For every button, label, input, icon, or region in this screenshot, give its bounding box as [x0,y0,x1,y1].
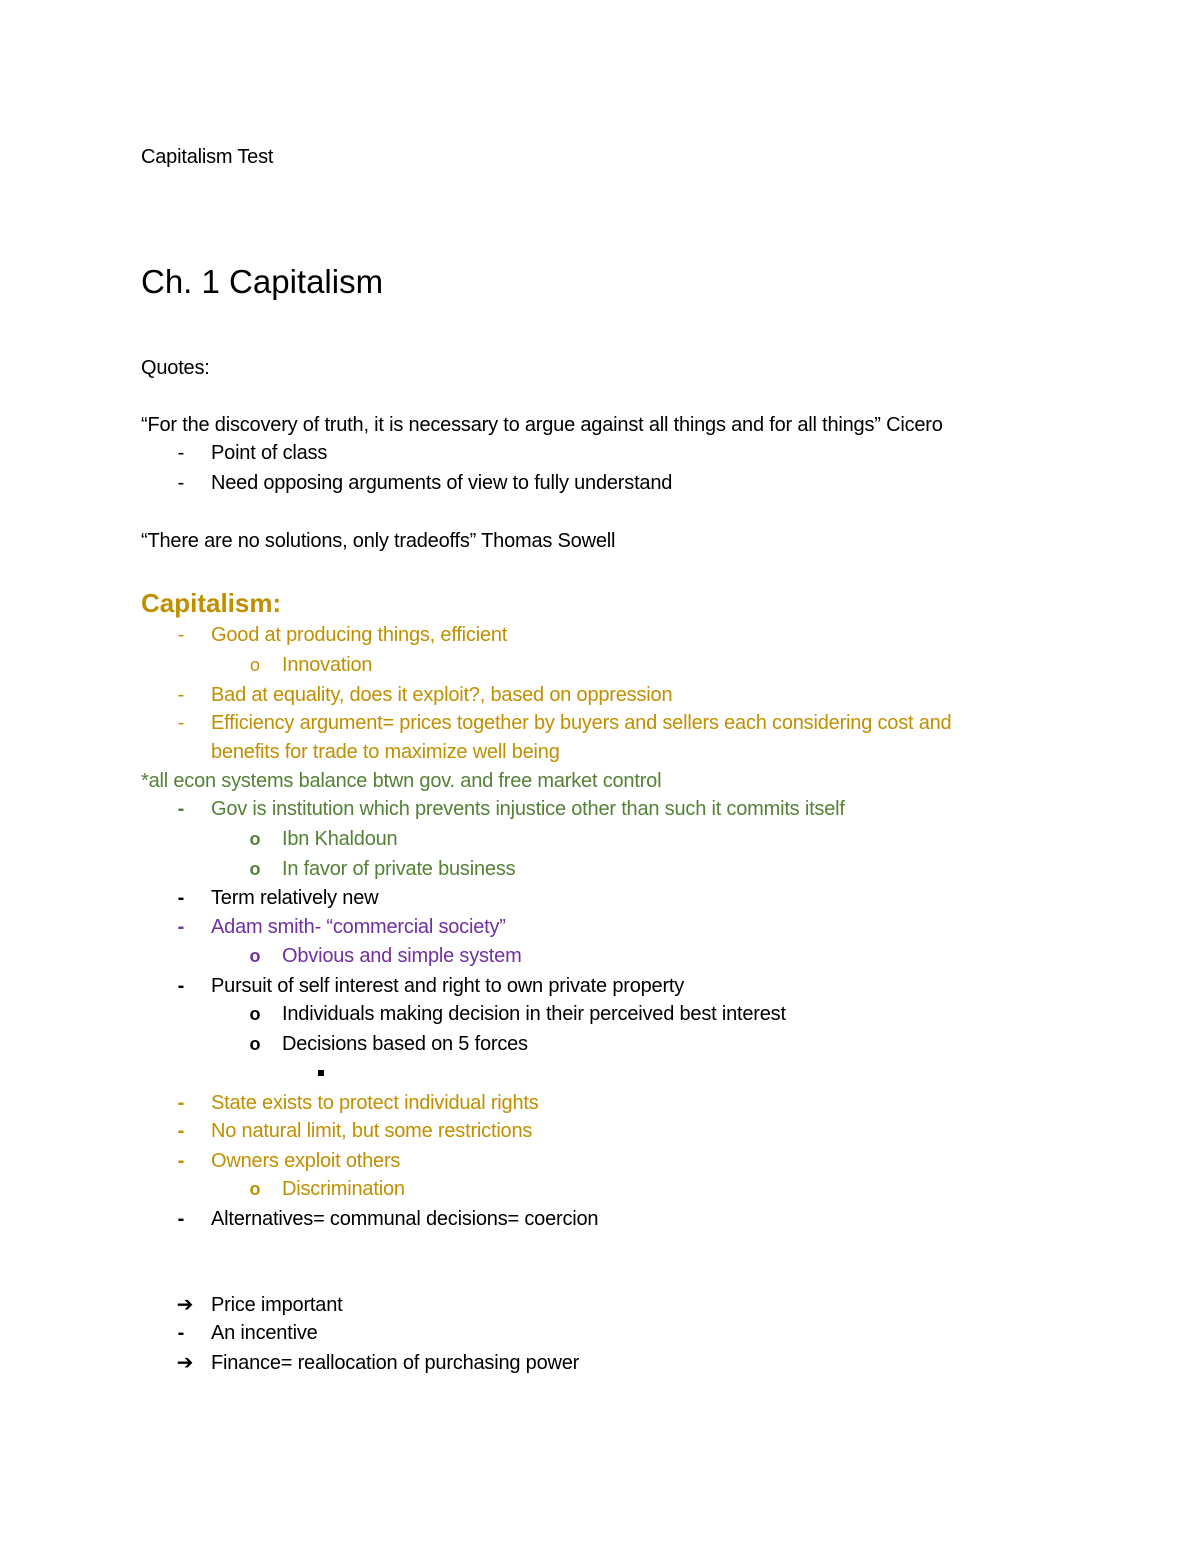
square-bullet [306,1059,336,1085]
list-item: Alternatives= communal decisions= coercion [211,1208,599,1230]
list-item: Owners exploit others [211,1150,401,1172]
quote-sowell: “There are no solutions, only tradeoffs” Thomas Sowell [141,530,616,552]
list-item: Obvious and simple system [282,945,522,967]
circle-bullet [240,1001,270,1027]
list-item: Ibn Khaldoun [282,828,398,850]
dash-bullet [166,1320,196,1346]
list-item: Term relatively new [211,887,379,909]
list-item: State exists to protect individual rights [211,1092,539,1114]
list-item: An incentive [211,1322,318,1344]
list-item: Good at producing things, efficient [211,624,508,646]
circle-bullet [240,943,270,969]
dash-bullet [166,885,196,911]
list-item: Bad at equality, does it exploit?, based on oppression [211,684,673,706]
circle-bullet [240,1176,270,1202]
dash-bullet [166,710,196,736]
circle-bullet [240,1031,270,1057]
arrow-right-icon [170,1350,200,1376]
dash-bullet [166,622,196,648]
dash-bullet [166,1090,196,1116]
list-item: Decisions based on 5 forces [282,1033,528,1055]
quote-cicero: “For the discovery of truth, it is necessary to argue against all things and for all things” Cicero [141,414,943,436]
arrow-right-icon [170,1292,200,1318]
dash-bullet [166,1148,196,1174]
list-item: Innovation [282,654,373,676]
dash-bullet [166,682,196,708]
list-item: Need opposing arguments of view to fully understand [211,472,673,494]
dash-bullet [166,1206,196,1232]
list-item: Price important [211,1294,343,1316]
list-item: Finance= reallocation of purchasing power [211,1352,580,1374]
dash-bullet [166,914,196,940]
list-item: Efficiency argument= prices together by buyers and sellers each considering cost and [211,712,952,734]
dash-bullet [166,440,196,466]
list-item-continuation: benefits for trade to maximize well being [211,741,560,763]
econ-note: *all econ systems balance btwn gov. and free market control [141,770,662,792]
chapter-title: Ch. 1 Capitalism [141,263,384,300]
list-item: Individuals making decision in their perceived best interest [282,1003,786,1025]
capitalism-heading: Capitalism: [141,588,282,618]
list-item: Point of class [211,442,328,464]
circle-bullet [240,856,270,882]
list-item: Adam smith- “commercial society” [211,916,506,938]
circle-bullet [240,652,270,678]
list-item: In favor of private business [282,858,516,880]
list-item: Discrimination [282,1178,405,1200]
dash-bullet [166,796,196,822]
list-item: Pursuit of self interest and right to own private property [211,975,685,997]
dash-bullet [166,470,196,496]
doc-title: Capitalism Test [141,146,274,168]
quotes-label: Quotes: [141,357,210,379]
list-item: No natural limit, but some restrictions [211,1120,533,1142]
dash-bullet [166,1118,196,1144]
dash-bullet [166,973,196,999]
circle-bullet [240,826,270,852]
list-item: Gov is institution which prevents injustice other than such it commits itself [211,798,845,820]
